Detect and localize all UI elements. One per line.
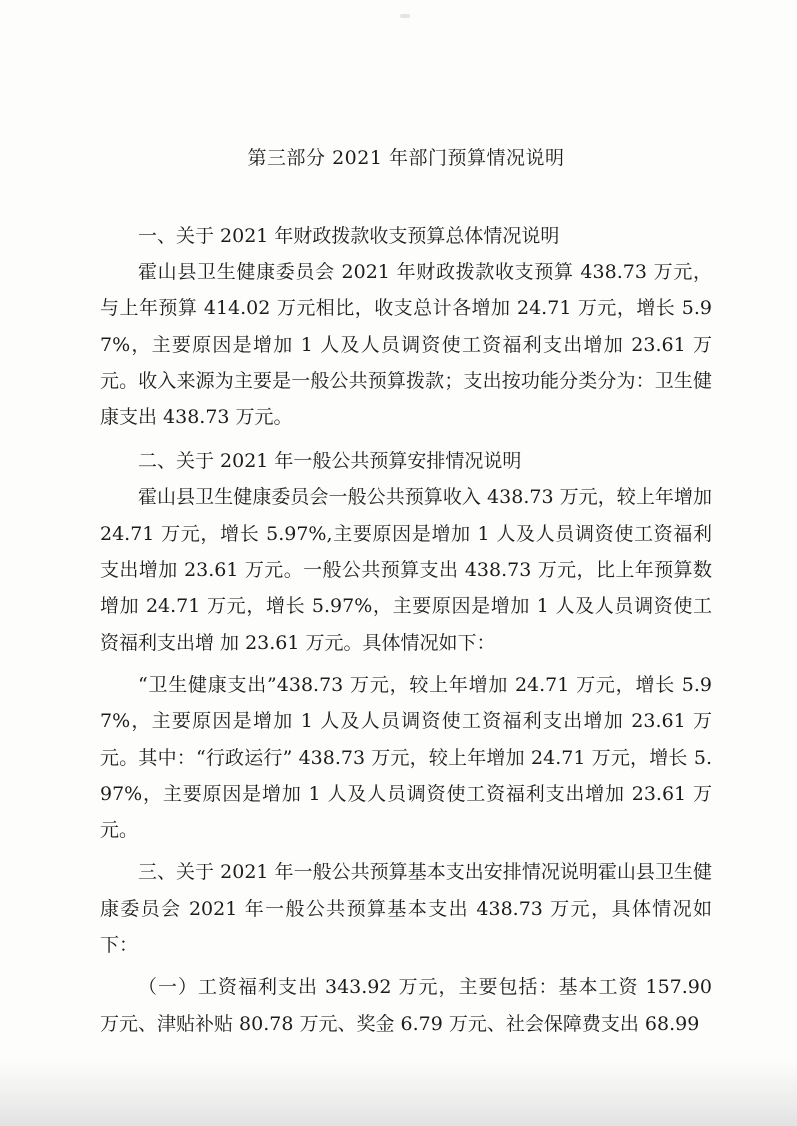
- section-3-paragraph-1: 三、关于 2021 年一般公共预算基本支出安排情况说明霍山县卫生健康委员会 2021 年一般公共预算基本支出 438.73 万元，具体情况如下：: [100, 861, 712, 957]
- document-body: [100, 140, 712, 1042]
- scan-speck: [400, 14, 410, 18]
- page-title: 第三部分 2021 年部门预算情况说明: [247, 147, 565, 169]
- section-heading-2: 二、关于 2021 年一般公共预算安排情况说明: [138, 450, 522, 473]
- section-3-paragraph-2: （一）工资福利支出 343.92 万元，主要包括：基本工资 157.90 万元、津贴补贴 80.78 万元、奖金 6.79 万元、社会保障费支出 68.99: [100, 976, 712, 1035]
- scan-shadow: [0, 1060, 797, 1126]
- section-2-paragraph-2: “卫生健康支出”438.73 万元，较上年增加 24.71 万元，增长 5.97%，主要原因是增加 1 人及人员调资使工资福利支出增加 23.61 万元。其中：“行政运行” 438.73 万元，较上年增加 24.71 万元，增长 5.97%，主要原因是增加 1 人及人员调资使工资福利支出增加 23.61 万元。: [100, 673, 712, 842]
- section-2-paragraph-1: 霍山县卫生健康委员会一般公共预算收入 438.73 万元，较上年增加 24.71 万元，增长 5.97%,主要原因是增加 1 人及人员调资使工资福利支出增加 23.61 万元。一般公共预算支出 438.73 万元，比上年预算数增加 24.71 万元，增长 5.97%，主要原因是增加 1 人及人员调资使工资福利支出增 加 23.61 万元。具体情况如下：: [100, 486, 712, 654]
- section-1-paragraph-1: 霍山县卫生健康委员会 2021 年财政拨款收支预算 438.73 万元，与上年预算 414.02 万元相比，收支总计各增加 24.71 万元，增长 5.97%，主要原因是增加 1 人及人员调资使工资福利支出增加 23.61 万元。收入来源为主要是一般公共预算拨款；支出按功能分类分为：卫生健康支出 438.73 万元。: [100, 261, 712, 429]
- section-heading-1: 一、关于 2021 年财政拨款收支预算总体情况说明: [138, 225, 560, 247]
